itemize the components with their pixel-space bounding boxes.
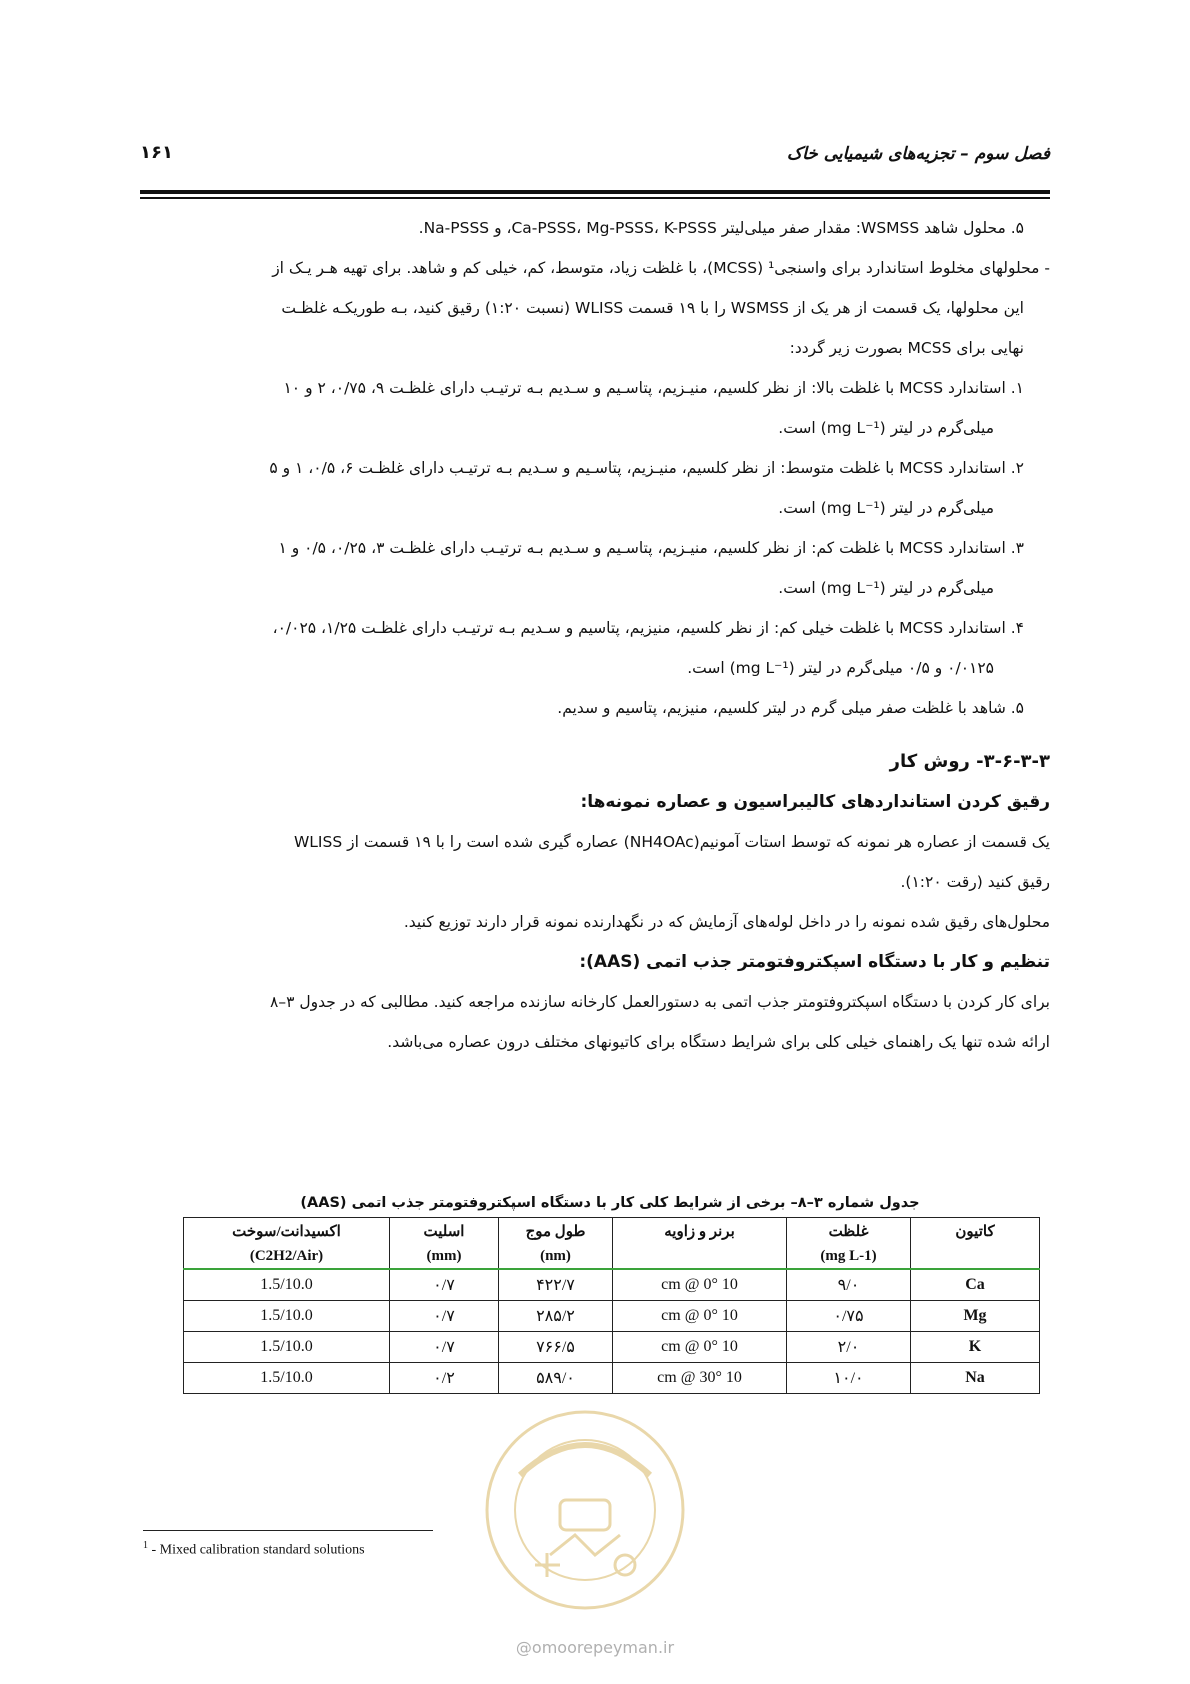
cell-oxidant-fuel: 1.5/10.0 (184, 1301, 390, 1332)
table-row (184, 1301, 1040, 1332)
cell-wavelength: ۴۲۲/۷ (499, 1269, 613, 1301)
body-line: رقیق کنید (رقت ۱:۲۰). (900, 873, 1050, 891)
header-cation: کاتیون (911, 1218, 1040, 1270)
body-line: - محلولهای مخلوط استاندارد برای واسنجی¹ (MCSS)، با غلظت زیاد، متوسط، کم، خیلی کم و شاهد. برای تهیه هـر یـک از (272, 259, 1050, 277)
footnote-mark: 1 (143, 1540, 148, 1551)
body-line: ۵. محلول شاهد WSMSS: مقدار صفر میلی‌لیتر Ca-PSSS، Mg-PSSS، K-PSSS، و Na-PSSS. (418, 219, 1024, 237)
footnote (143, 1540, 365, 1559)
body-line: یک قسمت از عصاره هر نمونه که توسط استات آمونیم(NH4OAc) عصاره گیری شده است را با ۱۹ قسمت از WLISS (293, 833, 1050, 851)
cell-burner: 10 cm @ 30° (613, 1363, 787, 1394)
table-row (184, 1332, 1040, 1363)
cell-slit: ۰/۷ (390, 1332, 499, 1363)
cell-burner: 10 cm @ 0° (613, 1269, 787, 1301)
cell-concentration: ۱۰/۰ (787, 1363, 911, 1394)
table-header-row (184, 1218, 1040, 1270)
header-burner: برنر و زاویه (613, 1218, 787, 1270)
header-slit: اسلیت (mm) (390, 1218, 499, 1270)
body-line: میلی‌گرم در لیتر (mg L⁻¹) است. (778, 579, 994, 597)
subheading-dilution: رقیق کردن استانداردهای کالیبراسیون و عصاره نمونه‌ها: (580, 792, 1050, 812)
body-line: ۲. استاندارد MCSS با غلظت متوسط: از نظر کلسیم، منیـزیم، پتاسـیم و سـدیم بـه ترتیـب دارای غلظـت ۶، ۰/۵، ۱ و ۵ (269, 459, 1024, 477)
cell-concentration: ۹/۰ (787, 1269, 911, 1301)
body-line: ۰/۰۱۲۵ و ۰/۵ میلی‌گرم در لیتر (mg L⁻¹) است. (687, 659, 994, 677)
table-caption: جدول شماره ۳–۸– برخی از شرایط کلی کار با دستگاه اسپکتروفتومتر جذب اتمی (AAS) (300, 1195, 920, 1211)
cell-oxidant-fuel: 1.5/10.0 (184, 1332, 390, 1363)
body-text (140, 208, 1050, 1062)
footnote-text: - Mixed calibration standard solutions (148, 1542, 365, 1558)
body-line: ۳. استاندارد MCSS با غلظت کم: از نظر کلسیم، منیـزیم، پتاسـیم و سـدیم بـه ترتیـب دارای غلظـت ۳، ۰/۲۵، ۰/۵ و ۱ (278, 539, 1024, 557)
body-line: ۱. استاندارد MCSS با غلظت بالا: از نظر کلسیم، منیـزیم، پتاسـیم و سـدیم بـه ترتیـب دارای غلظـت ۹، ۰/۷۵، ۲ و ۱۰ (283, 379, 1024, 397)
header-rule-thick (140, 190, 1050, 194)
cell-slit: ۰/۷ (390, 1269, 499, 1301)
body-line: ۵. شاهد با غلظت صفر میلی گرم در لیتر کلسیم، منیزیم، پتاسیم و سدیم. (557, 699, 1024, 717)
body-line: ارائه شده تنها یک راهنمای خیلی کلی برای شرایط دستگاه برای کاتیونهای مختلف درون عصاره می‌باشد. (387, 1033, 1050, 1051)
cell-burner: 10 cm @ 0° (613, 1301, 787, 1332)
header-concentration: غلظت (mg L-1) (787, 1218, 911, 1270)
chapter-title: فصل سوم – تجزیه‌های شیمیایی خاک (786, 144, 1050, 164)
section-heading: ۳-۶-۳-۳- روش کار (889, 751, 1050, 772)
cell-cation: Mg (911, 1301, 1040, 1332)
header-oxidant-fuel: اکسیدانت/سوخت (C2H2/Air) (184, 1218, 390, 1270)
cell-oxidant-fuel: 1.5/10.0 (184, 1363, 390, 1394)
table-row (184, 1363, 1040, 1394)
cell-slit: ۰/۷ (390, 1301, 499, 1332)
aas-conditions-table (183, 1217, 1040, 1394)
body-line: میلی‌گرم در لیتر (mg L⁻¹) است. (778, 419, 994, 437)
table-row (184, 1269, 1040, 1301)
body-line: ۴. استاندارد MCSS با غلظت خیلی کم: از نظر کلسیم، منیزیم، پتاسیم و سـدیم بـه ترتیـب دارای غلظـت ۱/۲۵، ۰/۰۲۵، (272, 619, 1024, 637)
page-number: ۱۶۱ (140, 142, 173, 163)
cell-wavelength: ۷۶۶/۵ (499, 1332, 613, 1363)
body-line: محلول‌های رقیق شده نمونه را در داخل لوله‌های آزمایش که در نگهدارنده نمونه قرار دارند توزیع کنید. (403, 913, 1050, 931)
body-line: میلی‌گرم در لیتر (mg L⁻¹) است. (778, 499, 994, 517)
header-rule-thin (140, 197, 1050, 199)
cell-concentration: ۲/۰ (787, 1332, 911, 1363)
body-line: این محلولها، یک قسمت از هر یک از WSMSS را با ۱۹ قسمت WLISS (نسبت ۱:۲۰) رقیق کنید، بـه طوریکـه غلظـت (281, 299, 1024, 317)
cell-cation: K (911, 1332, 1040, 1363)
watermark-text: @omoorepeyman.ir (515, 1638, 675, 1657)
page-header (140, 140, 1050, 174)
subheading-aas: تنظیم و کار با دستگاه اسپکتروفتومتر جذب اتمی (AAS): (579, 952, 1050, 972)
cell-concentration: ۰/۷۵ (787, 1301, 911, 1332)
cell-oxidant-fuel: 1.5/10.0 (184, 1269, 390, 1301)
cell-slit: ۰/۲ (390, 1363, 499, 1394)
cell-cation: Ca (911, 1269, 1040, 1301)
cell-wavelength: ۵۸۹/۰ (499, 1363, 613, 1394)
footnote-rule (143, 1530, 433, 1531)
body-line: نهایی برای MCSS بصورت زیر گردد: (789, 339, 1024, 357)
cell-wavelength: ۲۸۵/۲ (499, 1301, 613, 1332)
header-wavelength: طول موج (nm) (499, 1218, 613, 1270)
body-line: برای کار کردن با دستگاه اسپکتروفتومتر جذب اتمی به دستورالعمل کارخانه سازنده مراجعه کنید. مطالبی که در جدول ۳–۸ (270, 993, 1050, 1011)
cell-burner: 10 cm @ 0° (613, 1332, 787, 1363)
watermark-seal-icon (480, 1405, 690, 1615)
cell-cation: Na (911, 1363, 1040, 1394)
